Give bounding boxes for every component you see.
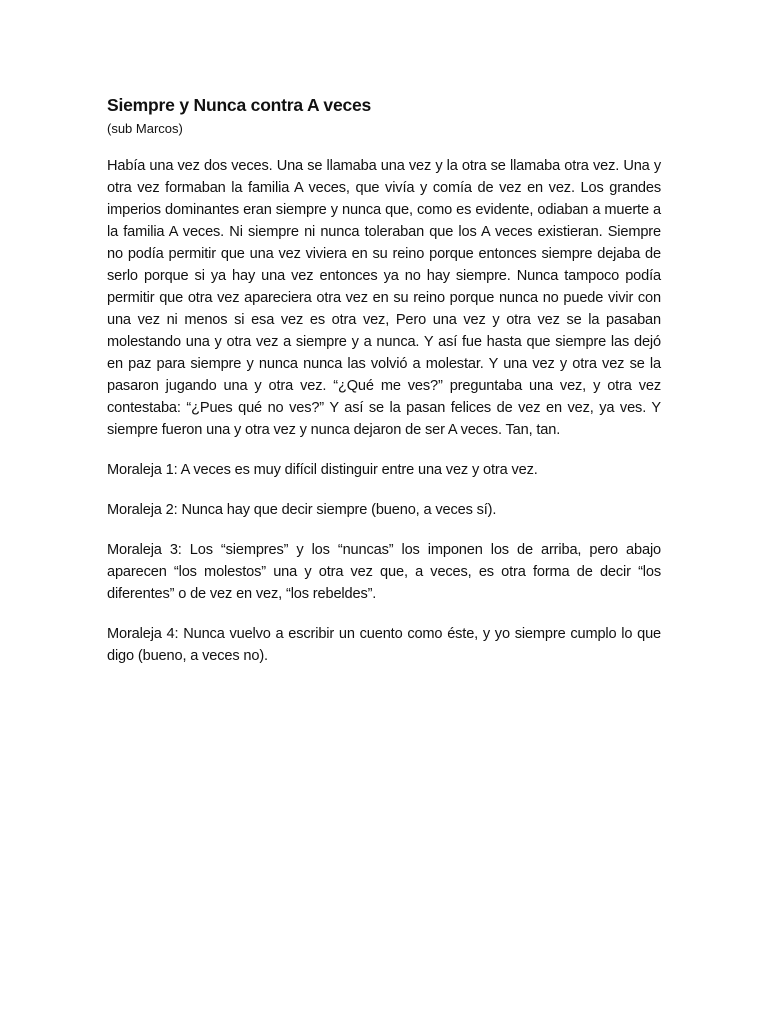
moral-4-text: Nunca vuelvo a escribir un cuento como éste, y yo siempre cumplo lo que digo (bueno, a veces no).	[107, 626, 662, 664]
story-paragraph: Había una vez dos veces. Una se llamaba una vez y la otra se llamaba otra vez. Una y otra vez formaban la familia A veces, que vivía y comía de vez en vez. Los grandes imperios dominantes eran siempre y nunca que, como es evidente, odiaban a muerte a la familia A veces. Ni siempre ni nunca toleraban que los A veces existieran. Siempre no podía permitir que una vez viviera en su reino porque entonces siempre dejaba de serlo porque si ya hay una vez entonces ya no hay siempre. Nunca tampoco podía permitir que otra vez apareciera otra vez en su reino porque nunca no puede vivir con una vez ni menos si esa vez es otra vez, Pero una vez y otra vez se la pasaban molestando una y otra vez a siempre y a nunca. Y así fue hasta que siempre las dejó en paz para siempre y nunca nunca las volvió a molestar. Y una vez y otra vez se la pasaron jugando una y otra vez. “¿Qué me ves?” preguntaba una vez, y otra vez contestaba: “¿Pues qué no ves?” Y así se la pasan felices de vez en vez, ya ves. Y siempre fueron una y otra vez y nunca dejaron de ser A veces. Tan, tan.	[107, 158, 661, 438]
document-content	[107, 93, 661, 667]
moral-1-label: Moraleja 1:	[107, 462, 178, 478]
moral-2-label: Moraleja 2:	[107, 502, 178, 518]
document-title: Siempre y Nunca contra A veces	[107, 95, 372, 115]
moral-1	[107, 459, 661, 481]
moral-4-label: Moraleja 4:	[107, 626, 179, 642]
moral-2	[107, 499, 661, 521]
document-subtitle: (sub Marcos)	[107, 121, 183, 136]
moral-4	[107, 623, 661, 667]
moral-2-text: Nunca hay que decir siempre (bueno, a veces sí).	[181, 502, 497, 518]
moral-3-text: Los “siempres” y los “nuncas” los imponen los de arriba, pero abajo aparecen “los molestos” una y otra vez que, a veces, es otra forma de decir “los diferentes” o de vez en vez, “los rebeldes”.	[107, 542, 661, 602]
moral-3-label: Moraleja 3:	[107, 542, 182, 558]
moral-3	[107, 539, 661, 605]
moral-1-text: A veces es muy difícil distinguir entre una vez y otra vez.	[180, 462, 538, 478]
